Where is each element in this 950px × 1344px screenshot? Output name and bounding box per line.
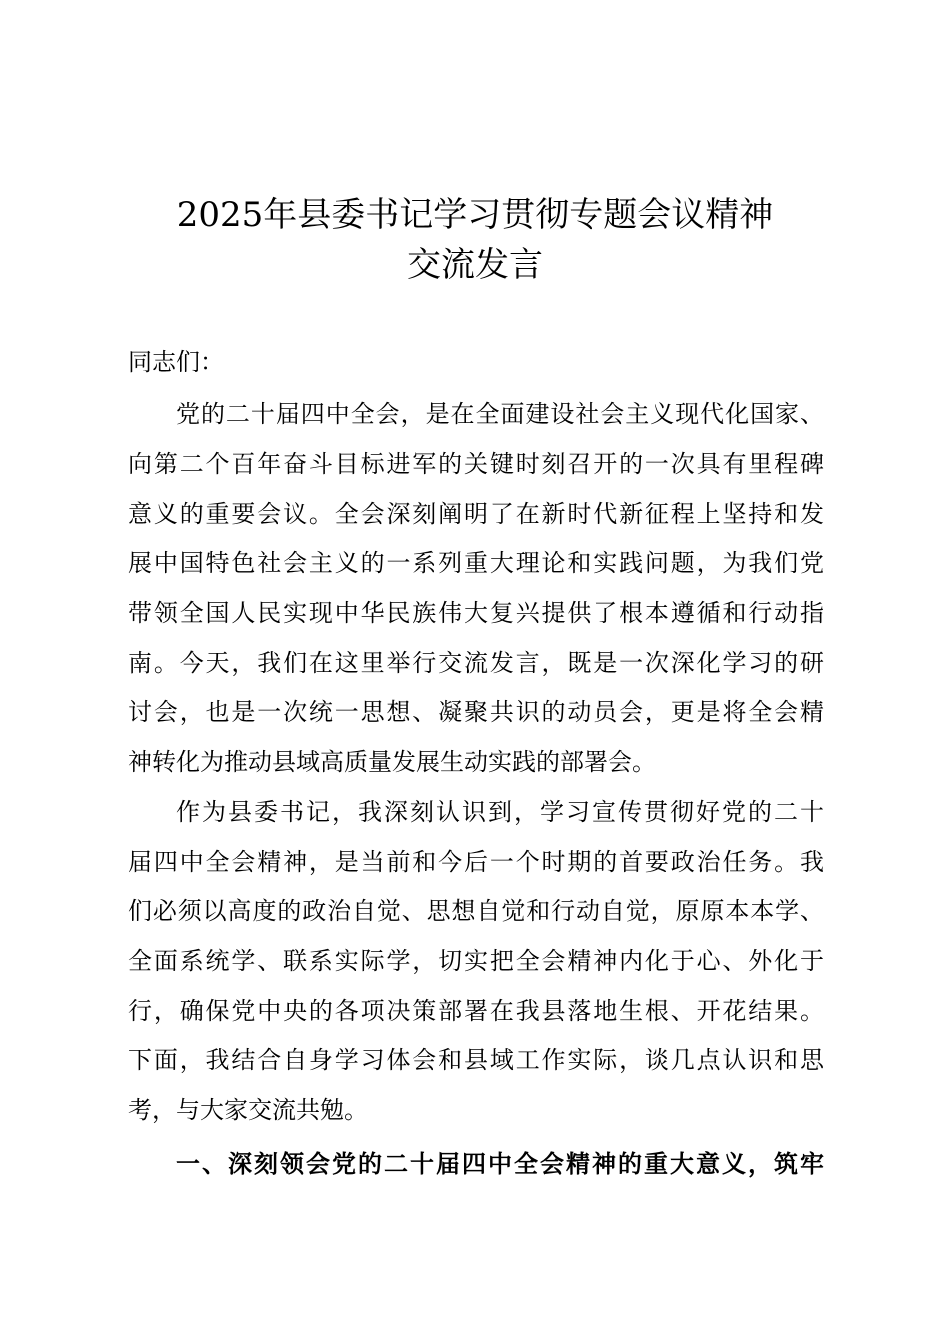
document-title-line-1: 2025年县委书记学习贯彻专题会议精神 [176, 195, 774, 235]
section-heading: 一、深刻领会党的二十届四中全会精神的重大意义，筑牢 [176, 1150, 824, 1178]
paragraph-2-line: 作为县委书记，我深刻认识到，学习宣传贯彻好党的二十 [176, 798, 824, 826]
paragraph-1-line: 南。今天，我们在这里举行交流发言，既是一次深化学习的研 [128, 649, 824, 677]
paragraph-1-line: 展中国特色社会主义的一系列重大理论和实践问题，为我们党 [128, 549, 824, 577]
salutation: 同志们： [128, 348, 224, 376]
paragraph-1-line: 讨会，也是一次统一思想、凝聚共识的动员会，更是将全会精 [128, 698, 824, 726]
paragraph-1-line: 向第二个百年奋斗目标进军的关键时刻召开的一次具有里程碑 [128, 450, 824, 478]
paragraph-2-line: 行，确保党中央的各项决策部署在我县落地生根、开花结果。 [128, 997, 824, 1025]
paragraph-2-line: 届四中全会精神，是当前和今后一个时期的首要政治任务。我 [128, 848, 824, 876]
paragraph-1-line: 带领全国人民实现中华民族伟大复兴提供了根本遵循和行动指 [128, 599, 824, 627]
paragraph-2-line: 考，与大家交流共勉。 [128, 1096, 368, 1124]
paragraph-1-line: 党的二十届四中全会，是在全面建设社会主义现代化国家、 [176, 400, 824, 428]
document-title-line-2: 交流发言 [407, 245, 543, 285]
paragraph-2-line: 们必须以高度的政治自觉、思想自觉和行动自觉，原原本本学、 [128, 897, 824, 925]
paragraph-2-line: 下面，我结合自身学习体会和县域工作实际，谈几点认识和思 [128, 1046, 824, 1074]
paragraph-1-line: 意义的重要会议。全会深刻阐明了在新时代新征程上坚持和发 [128, 500, 824, 528]
paragraph-1-line: 神转化为推动县域高质量发展生动实践的部署会。 [128, 748, 656, 776]
paragraph-2-line: 全面系统学、联系实际学，切实把全会精神内化于心、外化于 [128, 947, 824, 975]
